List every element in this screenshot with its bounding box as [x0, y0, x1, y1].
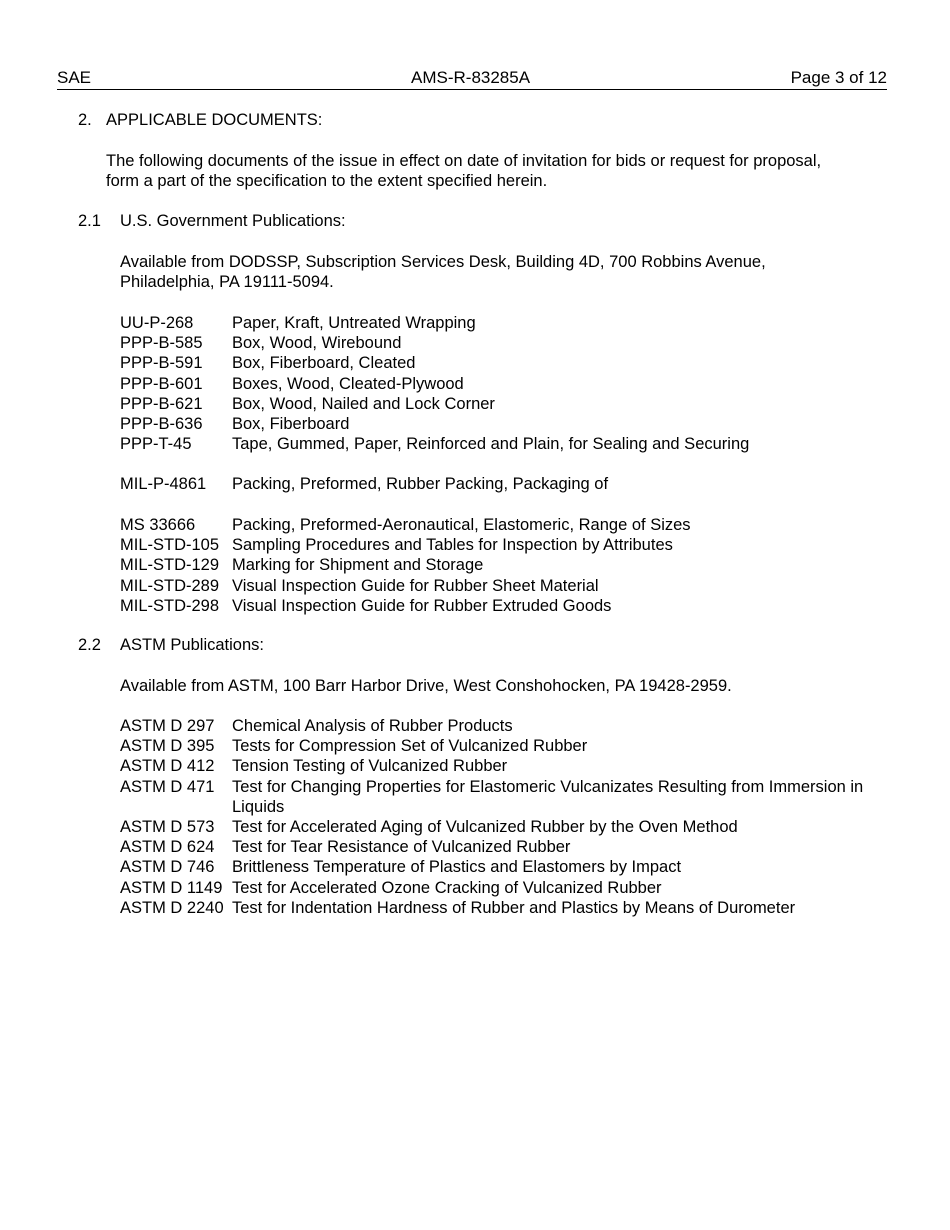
reference-title: Test for Accelerated Ozone Cracking of Vulcanized Rubber [232, 878, 662, 897]
section-2-2-availability [120, 676, 880, 696]
reference-row [120, 756, 880, 776]
reference-title: Boxes, Wood, Cleated-Plywood [232, 374, 464, 393]
reference-title: Tension Testing of Vulcanized Rubber [232, 757, 508, 776]
reference-title: Test for Changing Properties for Elastomeric Vulcanizates Resulting from Immersion in Liquids [232, 777, 864, 816]
section-2-1-availability [120, 252, 880, 292]
paragraph-line: form a part of the specification to the extent specified herein. [106, 172, 548, 191]
reference-title: Marking for Shipment and Storage [232, 556, 484, 575]
reference-row [120, 817, 880, 837]
section-number: 2.2 [78, 636, 101, 654]
reference-code: PPP-B-601 [120, 374, 203, 393]
reference-code: ASTM D 746 [120, 858, 215, 877]
astm-reference-list [120, 716, 880, 918]
reference-row [120, 555, 880, 575]
reference-title: Packing, Preformed, Rubber Packing, Packaging of [232, 475, 609, 493]
paragraph-line: Philadelphia, PA 19111-5094. [120, 273, 334, 292]
reference-title: Paper, Kraft, Untreated Wrapping [232, 314, 476, 332]
reference-row [120, 576, 880, 596]
reference-row [120, 596, 880, 616]
reference-code: PPP-B-621 [120, 394, 203, 413]
reference-title: Chemical Analysis of Rubber Products [232, 717, 513, 735]
reference-title: Test for Accelerated Aging of Vulcanized Rubber by the Oven Method [232, 818, 738, 837]
header-page-number: Page 3 of 12 [790, 68, 887, 87]
section-2-1-heading [78, 211, 346, 231]
reference-row [120, 313, 880, 333]
reference-title: Box, Fiberboard [232, 415, 350, 434]
reference-code: MIL-STD-105 [120, 536, 220, 555]
reference-row [120, 716, 880, 736]
reference-row [120, 878, 880, 898]
reference-code: ASTM D 573 [120, 818, 215, 837]
page-header [57, 67, 887, 90]
reference-title: Test for Indentation Hardness of Rubber and Plastics by Means of Durometer [232, 898, 796, 917]
reference-row [120, 837, 880, 857]
reference-row [120, 857, 880, 877]
header-org: SAE [57, 68, 92, 87]
section-title: APPLICABLE DOCUMENTS: [106, 111, 323, 129]
reference-code: ASTM D 624 [120, 838, 215, 857]
reference-row [120, 474, 880, 494]
reference-code: MIL-STD-289 [120, 576, 220, 595]
reference-code: ASTM D 2240 [120, 898, 224, 917]
paragraph-line: Available from ASTM, 100 Barr Harbor Drive, West Conshohocken, PA 19428-2959. [120, 677, 732, 695]
reference-row [120, 414, 880, 434]
reference-title: Visual Inspection Guide for Rubber Sheet Material [232, 576, 599, 595]
section-2-intro [106, 151, 866, 191]
reference-row [120, 434, 880, 454]
reference-row [120, 374, 880, 394]
reference-row [120, 515, 880, 535]
reference-title: Packing, Preformed-Aeronautical, Elastomeric, Range of Sizes [232, 516, 691, 534]
header-doc-number: AMS-R-83285A [411, 68, 531, 87]
reference-code: PPP-T-45 [120, 435, 192, 454]
gov-reference-list-2 [120, 474, 880, 494]
reference-code: ASTM D 1149 [120, 878, 223, 897]
reference-title: Brittleness Temperature of Plastics and Elastomers by Impact [232, 858, 682, 877]
section-2-heading [78, 110, 322, 130]
reference-row [120, 333, 880, 353]
reference-code: PPP-B-636 [120, 415, 203, 434]
reference-row [120, 353, 880, 373]
reference-title: Box, Wood, Wirebound [232, 334, 402, 353]
reference-row [120, 898, 880, 918]
section-title: U.S. Government Publications: [120, 212, 346, 230]
paragraph-line: The following documents of the issue in effect on date of invitation for bids or request for proposal, [106, 152, 822, 170]
reference-title: Sampling Procedures and Tables for Inspection by Attributes [232, 536, 673, 555]
reference-code: ASTM D 297 [120, 717, 215, 735]
gov-reference-list-1 [120, 313, 880, 454]
reference-title: Tests for Compression Set of Vulcanized Rubber [232, 737, 588, 756]
paragraph-line: Available from DODSSP, Subscription Services Desk, Building 4D, 700 Robbins Avenue, [120, 253, 766, 271]
reference-title: Visual Inspection Guide for Rubber Extruded Goods [232, 596, 612, 615]
section-number: 2. [78, 111, 92, 129]
reference-code: PPP-B-585 [120, 334, 203, 353]
reference-code: ASTM D 412 [120, 757, 215, 776]
reference-code: PPP-B-591 [120, 354, 203, 373]
reference-code: MS 33666 [120, 516, 196, 534]
reference-title: Tape, Gummed, Paper, Reinforced and Plain, for Sealing and Securing [232, 435, 750, 454]
section-2-2-heading [78, 635, 264, 655]
reference-row [120, 535, 880, 555]
section-number: 2.1 [78, 212, 101, 230]
reference-title: Box, Fiberboard, Cleated [232, 354, 416, 373]
reference-code: ASTM D 471 [120, 777, 215, 796]
gov-reference-list-3 [120, 515, 880, 616]
reference-row [120, 394, 880, 414]
reference-row [120, 736, 880, 756]
reference-code: MIL-STD-298 [120, 596, 220, 615]
reference-code: MIL-P-4861 [120, 475, 207, 493]
section-title: ASTM Publications: [120, 636, 264, 654]
reference-code: MIL-STD-129 [120, 556, 220, 575]
reference-title: Box, Wood, Nailed and Lock Corner [232, 394, 495, 413]
reference-row [120, 777, 880, 817]
reference-code: ASTM D 395 [120, 737, 215, 756]
reference-title: Test for Tear Resistance of Vulcanized Rubber [232, 838, 571, 857]
reference-code: UU-P-268 [120, 314, 194, 332]
